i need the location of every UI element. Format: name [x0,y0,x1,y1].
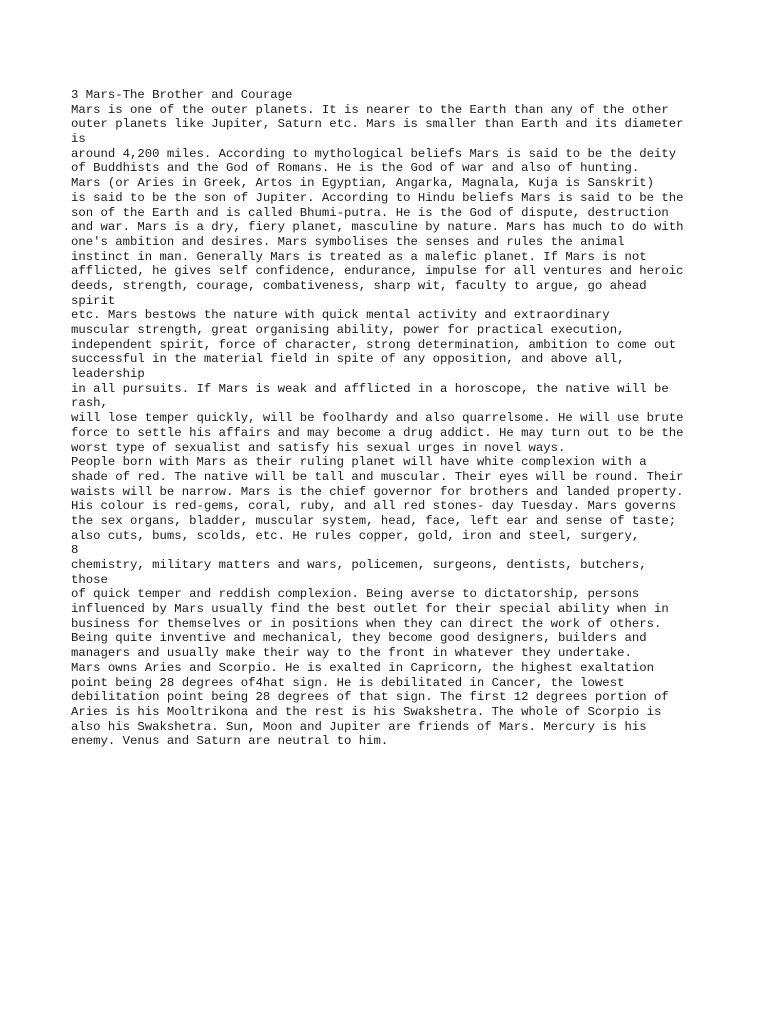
document-line: Mars owns Aries and Scorpio. He is exalted in Capricorn, the highest exaltation [71,660,654,675]
document-line: successful in the material field in spite of any opposition, and above all, [71,352,625,367]
document-line: afflicted, he gives self confidence, endurance, impulse for all ventures and heroic [71,264,684,279]
document-line: is [71,132,86,147]
document-line: spirit [71,293,116,308]
document-line: shade of red. The native will be tall and muscular. Their eyes will be round. Their [71,469,684,484]
document-line: those [71,572,108,587]
document-line: chemistry, military matters and wars, policemen, surgeons, dentists, butchers, [71,558,647,572]
document-line: worst type of sexualist and satisfy his sexual urges in novel ways. [71,440,566,455]
document-line: around 4,200 miles. According to mythological beliefs Mars is said to be the deity [71,146,677,161]
document-line: instinct in man. Generally Mars is treated as a malefic planet. If Mars is not [71,249,647,264]
document-line: will lose temper quickly, will be foolhardy and also quarrelsome. He will use brute [71,411,684,426]
document-heading: 3 Mars-The Brother and Courage [71,88,293,102]
document-line: managers and usually make their way to the front in whatever they undertake. [71,646,632,661]
document-line: the sex organs, bladder, muscular system, head, face, left ear and sense of taste; [71,513,677,528]
document-text [71,88,761,749]
document-line: Aries is his Mooltrikona and the rest is his Swakshetra. The whole of Scorpio is [71,704,662,719]
document-line: influenced by Mars usually find the best outlet for their special ability when in [71,602,669,617]
document-line: one's ambition and desires. Mars symbolises the senses and rules the animal [71,234,625,249]
document-line: People born with Mars as their ruling planet will have white complexion with a [71,455,647,470]
document-line: Mars is one of the outer planets. It is nearer to the Earth than any of the other [71,102,669,117]
document-line: of quick temper and reddish complexion. Being averse to dictatorship, persons [71,587,640,602]
document-line: His colour is red-gems, coral, ruby, and all red stones- day Tuesday. Mars governs [71,499,677,514]
document-line: waists will be narrow. Mars is the chief governor for brothers and landed property. [71,484,684,499]
document-line: in all pursuits. If Mars is weak and afflicted in a horoscope, the native will be [71,381,669,396]
document-line: deeds, strength, courage, combativeness, sharp wit, faculty to argue, go ahead [71,278,647,293]
document-line: muscular strength, great organising ability, power for practical execution, [71,323,625,337]
document-line: independent spirit, force of character, strong determination, ambition to come out [71,337,677,352]
document-line: leadership [71,367,145,382]
document-line: son of the Earth and is called Bhumi-putra. He is the God of dispute, destruction [71,205,669,220]
document-line: enemy. Venus and Saturn are neutral to him. [71,734,389,749]
document-line: and war. Mars is a dry, fiery planet, masculine by nature. Mars has much to do with [71,220,684,235]
document-line: business for themselves or in positions when they can direct the work of others. [71,616,662,631]
document-line: 8 [71,543,79,558]
document-line: Mars (or Aries in Greek, Artos in Egyptian, Angarka, Magnala, Kuja is Sanskrit) [71,176,654,191]
document-line: of Buddhists and the God of Romans. He is the God of war and also of hunting. [71,161,640,176]
document-line: Being quite inventive and mechanical, they become good designers, builders and [71,631,647,646]
document-line: point being 28 degrees of4hat sign. He is debilitated in Cancer, the lowest [71,675,625,690]
document-line: debilitation point being 28 degrees of that sign. The first 12 degrees portion of [71,690,669,705]
document-line: also cuts, bums, scolds, etc. He rules copper, gold, iron and steel, surgery, [71,528,640,543]
document-line: is said to be the son of Jupiter. According to Hindu beliefs Mars is said to be the [71,190,684,205]
document-line: also his Swakshetra. Sun, Moon and Jupiter are friends of Mars. Mercury is his [71,719,647,734]
document-line: rash, [71,396,108,411]
document-line: etc. Mars bestows the nature with quick mental activity and extraordinary [71,308,610,323]
document-line: force to settle his affairs and may become a drug addict. He may turn out to be the [71,425,684,440]
document-line: outer planets like Jupiter, Saturn etc. Mars is smaller than Earth and its diameter [71,117,684,132]
